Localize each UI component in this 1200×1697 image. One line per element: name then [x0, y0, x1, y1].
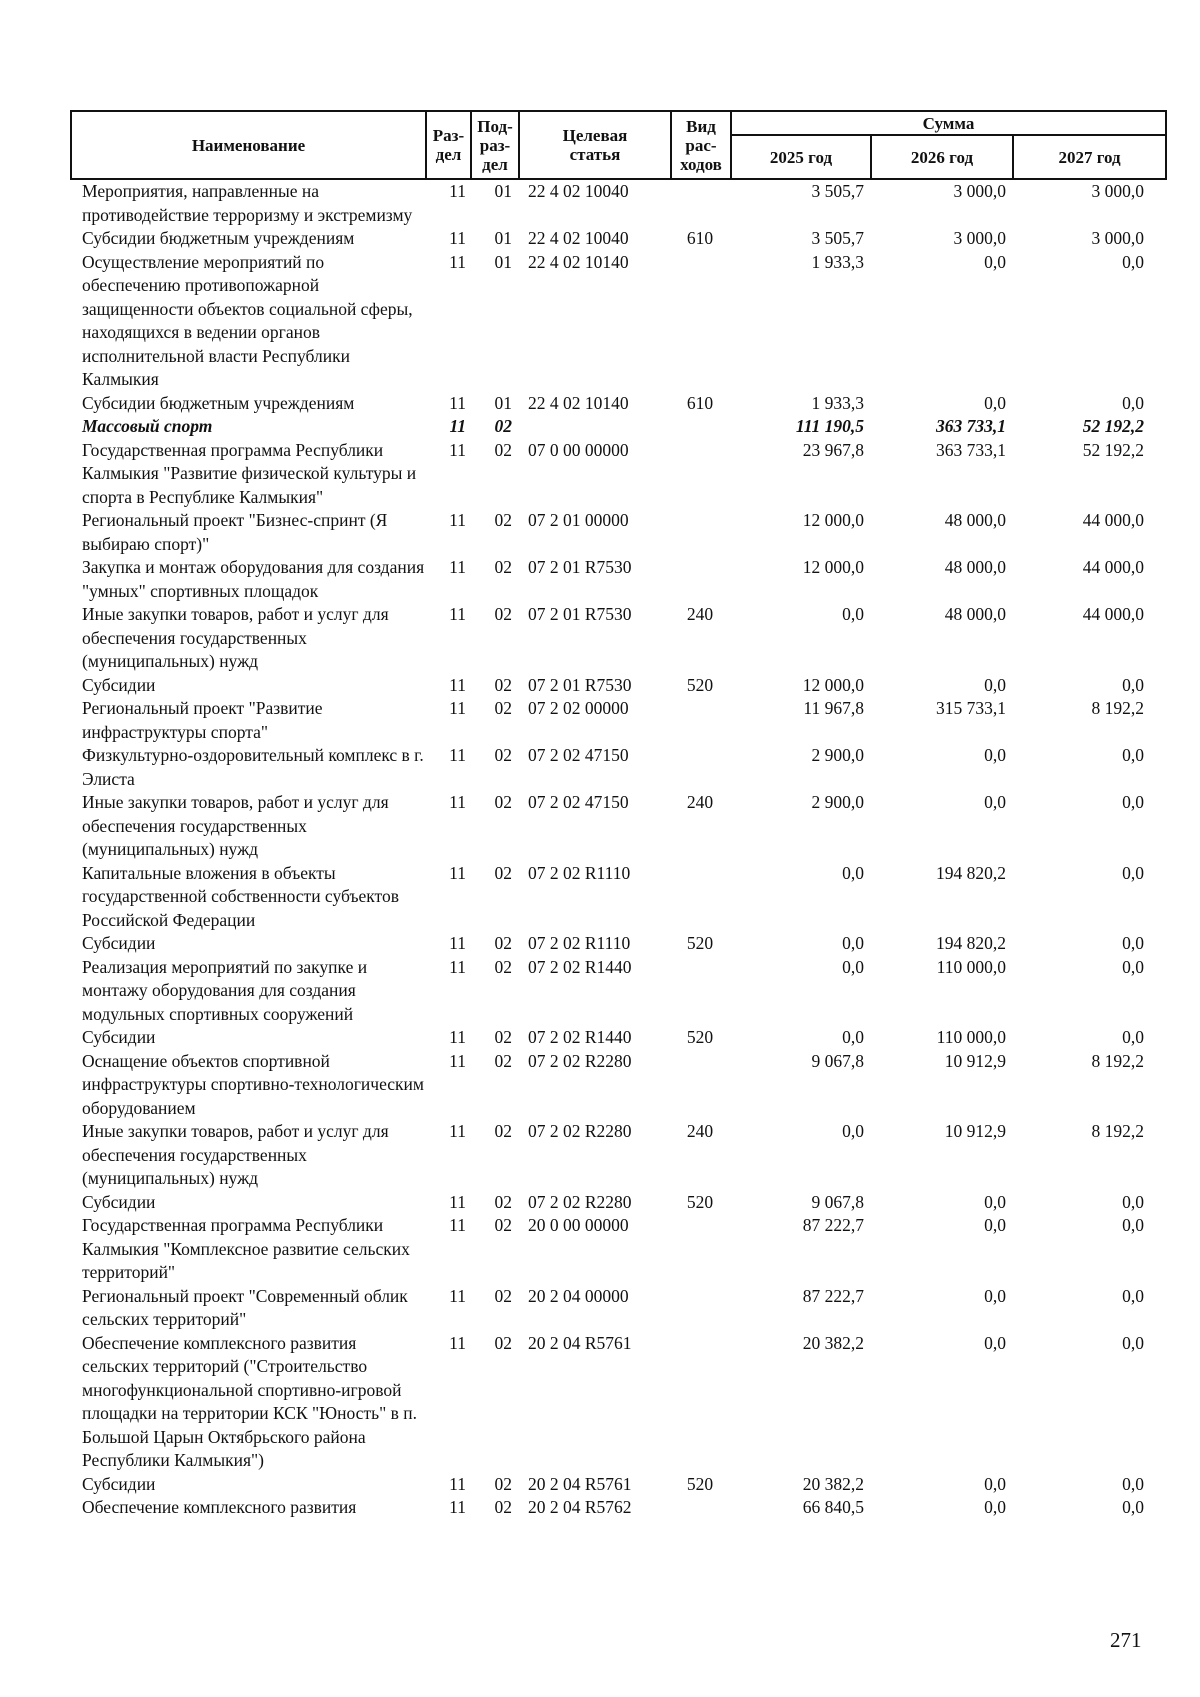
row-razdel: 11: [449, 1497, 466, 1517]
row-podrazdel: 02: [494, 510, 512, 530]
row-sum-2025: 0,0: [842, 604, 864, 624]
row-sum-2026: 0,0: [984, 1215, 1006, 1235]
row-vid: [670, 509, 730, 556]
row-sum-2027: 3 000,0: [1091, 228, 1144, 248]
row-razdel: 11: [449, 674, 466, 695]
row-sum-2025: 0,0: [842, 1027, 864, 1047]
row-sum-2027: 8 192,2: [1091, 1121, 1144, 1141]
row-podrazdel: 02: [494, 1215, 512, 1235]
row-name: Субсидии: [82, 674, 156, 695]
row-sum-2025: 9 067,8: [811, 1050, 864, 1071]
row-razdel: 11: [449, 698, 466, 718]
row-sum-2026: 363 733,1: [936, 439, 1006, 460]
row-sum-2026: 363 733,1: [936, 416, 1006, 436]
row-podrazdel: 02: [494, 1473, 512, 1494]
row-sum-2025: 3 505,7: [811, 181, 864, 201]
row-podrazdel: 01: [494, 181, 512, 201]
row-sum-2025: 87 222,7: [802, 1285, 864, 1306]
row-sum-2025: 0,0: [842, 862, 864, 883]
row-podrazdel: 02: [494, 933, 512, 953]
row-name: Капитальные вложения в объекты государственной собственности субъектов Российской Федерации: [82, 862, 399, 930]
row-vid: [670, 956, 730, 1027]
row-name: Осуществление мероприятий по обеспечению противопожарной защищенности объектов социальной сферы, находящихся в ведении органов исполнительной власти Республики Калмыкия: [82, 251, 413, 389]
row-sum-2027: 0,0: [1122, 251, 1144, 272]
row-name: Государственная программа Республики Калмыкия "Развитие физической культуры и спорта в Республике Калмыкия": [82, 439, 417, 507]
row-vid: [670, 556, 730, 603]
header-name: Наименование: [71, 111, 426, 179]
row-vid: [670, 697, 730, 744]
row-vid: [670, 862, 730, 933]
row-vid: 610: [686, 228, 714, 248]
row-sum-2026: 0,0: [984, 251, 1006, 272]
header-summa: Сумма: [731, 111, 1166, 135]
row-name: Иные закупки товаров, работ и услуг для обеспечения государственных (муниципальных) нужд: [82, 792, 389, 859]
row-vid: 520: [686, 674, 714, 695]
row-sum-2025: 20 382,2: [802, 1473, 864, 1494]
row-celevaya: 07 2 01 R7530: [528, 604, 632, 624]
row-razdel: 11: [449, 862, 466, 883]
row-sum-2026: 194 820,2: [936, 862, 1006, 883]
table-row: [70, 439, 1165, 510]
row-name: Обеспечение комплексного развития: [82, 1497, 357, 1517]
row-sum-2026: 3 000,0: [953, 228, 1006, 248]
row-name: Субсидии бюджетным учреждениям: [82, 392, 355, 413]
table-row: [70, 744, 1165, 791]
row-celevaya: 07 2 02 R1110: [528, 862, 631, 883]
table-row: [70, 392, 1165, 416]
row-razdel: 11: [449, 1121, 466, 1141]
row-razdel: 11: [449, 181, 466, 201]
row-vid: 610: [686, 392, 714, 413]
header-2025: 2025 год: [731, 135, 871, 179]
row-podrazdel: 02: [494, 1121, 512, 1141]
row-celevaya: 07 2 02 R1440: [528, 956, 632, 977]
row-razdel: 11: [449, 416, 466, 436]
row-sum-2025: 87 222,7: [802, 1215, 864, 1235]
row-sum-2027: 0,0: [1122, 1285, 1144, 1306]
row-sum-2025: 0,0: [842, 933, 864, 953]
row-razdel: 11: [449, 251, 466, 272]
row-vid: [670, 439, 730, 510]
row-celevaya: 22 4 02 10140: [528, 392, 629, 413]
row-razdel: 11: [449, 228, 466, 248]
row-name: Обеспечение комплексного развития сельских территорий ("Строительство многофункциональной спортивно-игровой площадки на территории КСК "Юность" в п. Большой Царын Октябрьского района Республики Калмыкия"): [82, 1332, 417, 1470]
row-name: Мероприятия, направленные на противодействие терроризму и экстремизму: [82, 181, 413, 225]
table-row: [70, 1496, 1165, 1520]
row-sum-2025: 66 840,5: [802, 1497, 864, 1517]
row-podrazdel: 02: [494, 604, 512, 624]
row-sum-2027: 0,0: [1122, 1027, 1144, 1047]
row-sum-2027: 0,0: [1122, 1497, 1144, 1517]
row-podrazdel: 02: [494, 674, 512, 695]
table-row: [70, 1191, 1165, 1215]
row-razdel: 11: [449, 933, 466, 953]
row-celevaya: 07 2 02 R1110: [528, 933, 631, 953]
row-name: Оснащение объектов спортивной инфраструктуры спортивно-технологическим оборудованием: [82, 1050, 424, 1118]
header-razdel: Раз- дел: [426, 111, 471, 179]
row-sum-2027: 0,0: [1122, 933, 1144, 953]
table-row: [70, 862, 1165, 933]
row-vid: [670, 251, 730, 392]
row-razdel: 11: [449, 1191, 466, 1212]
row-sum-2026: 0,0: [984, 745, 1006, 765]
row-name: Субсидии: [82, 1191, 156, 1212]
table-row: [70, 956, 1165, 1027]
row-razdel: 11: [449, 1332, 466, 1353]
header-vid: Вид рас- ходов: [671, 111, 731, 179]
row-sum-2025: 2 900,0: [811, 745, 864, 765]
row-celevaya: 07 0 00 00000: [528, 439, 629, 460]
row-sum-2026: 3 000,0: [953, 181, 1006, 201]
table-row: [70, 251, 1165, 392]
row-razdel: 11: [449, 745, 466, 765]
row-celevaya: 07 2 02 00000: [528, 698, 629, 718]
row-vid: [670, 180, 730, 227]
row-sum-2025: 12 000,0: [802, 674, 864, 695]
row-sum-2027: 0,0: [1122, 956, 1144, 977]
row-sum-2026: 0,0: [984, 674, 1006, 695]
row-celevaya: 07 2 02 R2280: [528, 1191, 632, 1212]
row-podrazdel: 02: [494, 416, 512, 436]
row-celevaya: [518, 415, 670, 439]
table-row: [70, 1120, 1165, 1191]
row-sum-2027: 44 000,0: [1082, 510, 1144, 530]
row-sum-2025: 2 900,0: [811, 792, 864, 812]
row-sum-2025: 1 933,3: [811, 392, 864, 413]
row-vid: [670, 1214, 730, 1285]
table-row: [70, 180, 1165, 227]
row-razdel: 11: [449, 557, 466, 577]
row-vid: [670, 744, 730, 791]
row-celevaya: 20 2 04 R5762: [528, 1497, 632, 1517]
row-sum-2027: 44 000,0: [1082, 604, 1144, 624]
row-name: Государственная программа Республики Калмыкия "Комплексное развитие сельских территорий": [82, 1215, 410, 1282]
row-podrazdel: 01: [494, 228, 512, 248]
row-name: Субсидии: [82, 933, 156, 953]
row-sum-2025: 23 967,8: [802, 439, 864, 460]
row-vid: [670, 1285, 730, 1332]
row-razdel: 11: [449, 392, 466, 413]
row-name: Региональный проект "Бизнес-спринт (Я выбираю спорт)": [82, 510, 388, 554]
row-podrazdel: 02: [494, 557, 512, 577]
row-podrazdel: 02: [494, 792, 512, 812]
row-name: Массовый спорт: [82, 416, 213, 436]
header-2027: 2027 год: [1013, 135, 1166, 179]
row-sum-2027: 8 192,2: [1091, 1050, 1144, 1071]
table-row: [70, 791, 1165, 862]
row-sum-2027: 0,0: [1122, 792, 1144, 812]
row-vid: [670, 1496, 730, 1520]
row-sum-2026: 110 000,0: [936, 1027, 1006, 1047]
table-row: [70, 1473, 1165, 1497]
row-celevaya: 20 2 04 00000: [528, 1285, 629, 1306]
row-celevaya: 07 2 02 R2280: [528, 1121, 632, 1141]
row-sum-2025: 9 067,8: [811, 1191, 864, 1212]
row-sum-2027: 0,0: [1122, 1473, 1144, 1494]
row-razdel: 11: [449, 604, 466, 624]
row-name: Закупка и монтаж оборудования для создания "умных" спортивных площадок: [82, 557, 425, 601]
row-celevaya: 20 2 04 R5761: [528, 1473, 632, 1494]
row-name: Субсидии: [82, 1473, 156, 1494]
row-sum-2026: 0,0: [984, 792, 1006, 812]
row-razdel: 11: [449, 1050, 466, 1071]
row-podrazdel: 01: [494, 251, 512, 272]
row-sum-2025: 12 000,0: [802, 510, 864, 530]
row-sum-2025: 11 967,8: [803, 698, 864, 718]
row-razdel: 11: [449, 510, 466, 530]
row-celevaya: 22 4 02 10040: [528, 181, 629, 201]
table-row: [70, 674, 1165, 698]
row-vid: 520: [686, 1473, 714, 1494]
row-sum-2027: 0,0: [1122, 1332, 1144, 1353]
row-celevaya: 07 2 02 47150: [528, 792, 629, 812]
table-row: [70, 227, 1165, 251]
table-row: [70, 1214, 1165, 1285]
budget-table: [70, 110, 1165, 1520]
row-sum-2026: 48 000,0: [944, 604, 1006, 624]
row-sum-2026: 0,0: [984, 1191, 1006, 1212]
table-row: [70, 556, 1165, 603]
row-vid: 520: [686, 1027, 714, 1047]
table-row: [70, 603, 1165, 674]
row-vid: [670, 1332, 730, 1473]
row-sum-2027: 0,0: [1122, 674, 1144, 695]
row-sum-2026: 0,0: [984, 1473, 1006, 1494]
row-podrazdel: 02: [494, 1191, 512, 1212]
row-name: Реализация мероприятий по закупке и монтажу оборудования для создания модульных спортивных сооружений: [82, 956, 368, 1024]
row-vid: 240: [686, 1121, 714, 1141]
row-name: Региональный проект "Современный облик сельских территорий": [82, 1285, 408, 1329]
row-name: Субсидии: [82, 1027, 156, 1047]
row-sum-2027: 0,0: [1122, 862, 1144, 883]
page-number: 271: [1110, 1628, 1142, 1652]
row-celevaya: 07 2 02 47150: [528, 745, 629, 765]
row-podrazdel: 02: [494, 1285, 512, 1306]
row-podrazdel: 02: [494, 745, 512, 765]
row-name: Субсидии бюджетным учреждениям: [82, 228, 355, 248]
header-celevaya: Целевая статья: [519, 111, 671, 179]
row-vid: 240: [686, 792, 714, 812]
row-sum-2027: 0,0: [1122, 745, 1144, 765]
row-razdel: 11: [449, 792, 466, 812]
row-sum-2027: 0,0: [1122, 1215, 1144, 1235]
row-name: Иные закупки товаров, работ и услуг для обеспечения государственных (муниципальных) нужд: [82, 604, 389, 671]
row-name: Региональный проект "Развитие инфраструктуры спорта": [82, 698, 323, 742]
row-sum-2025: 3 505,7: [811, 228, 864, 248]
row-name: Физкультурно-оздоровительный комплекс в г. Элиста: [82, 745, 424, 789]
row-sum-2026: 0,0: [984, 1332, 1006, 1353]
row-podrazdel: 02: [494, 1332, 512, 1353]
row-celevaya: 20 2 04 R5761: [528, 1332, 632, 1353]
table-row: [70, 415, 1165, 439]
row-razdel: 11: [449, 956, 466, 977]
header-2026: 2026 год: [871, 135, 1013, 179]
row-name: Иные закупки товаров, работ и услуг для обеспечения государственных (муниципальных) нужд: [82, 1121, 389, 1188]
row-celevaya: 07 2 01 R7530: [528, 557, 632, 577]
row-sum-2026: 0,0: [984, 1285, 1006, 1306]
table-row: [70, 509, 1165, 556]
table-row: [70, 1285, 1165, 1332]
row-celevaya: 07 2 01 R7530: [528, 674, 632, 695]
row-podrazdel: 02: [494, 862, 512, 883]
row-sum-2027: 52 192,2: [1082, 416, 1144, 436]
row-sum-2027: 44 000,0: [1082, 557, 1144, 577]
table-row: [70, 932, 1165, 956]
row-sum-2027: 0,0: [1122, 1191, 1144, 1212]
row-vid: 240: [686, 604, 714, 624]
row-podrazdel: 02: [494, 1027, 512, 1047]
row-vid: 520: [686, 933, 714, 953]
table-body: [70, 180, 1165, 1520]
row-razdel: 11: [449, 1473, 466, 1494]
table-row: [70, 1026, 1165, 1050]
row-celevaya: 20 0 00 00000: [528, 1215, 629, 1235]
row-razdel: 11: [449, 1215, 466, 1235]
row-podrazdel: 01: [494, 392, 512, 413]
row-sum-2026: 0,0: [984, 392, 1006, 413]
row-sum-2025: 0,0: [842, 956, 864, 977]
row-podrazdel: 02: [494, 1050, 512, 1071]
row-razdel: 11: [449, 1027, 466, 1047]
row-celevaya: 07 2 02 R2280: [528, 1050, 632, 1071]
row-sum-2027: 52 192,2: [1082, 439, 1144, 460]
row-sum-2026: 110 000,0: [936, 956, 1006, 977]
row-sum-2025: 0,0: [842, 1121, 864, 1141]
row-vid: [670, 415, 730, 439]
row-sum-2026: 315 733,1: [936, 698, 1006, 718]
row-sum-2027: 0,0: [1122, 392, 1144, 413]
row-sum-2026: 0,0: [984, 1497, 1006, 1517]
table-row: [70, 1050, 1165, 1121]
row-celevaya: 22 4 02 10040: [528, 228, 629, 248]
row-sum-2026: 48 000,0: [944, 557, 1006, 577]
row-razdel: 11: [449, 439, 466, 460]
row-vid: [670, 1050, 730, 1121]
row-razdel: 11: [449, 1285, 466, 1306]
row-sum-2026: 10 912,9: [944, 1050, 1006, 1071]
row-podrazdel: 02: [494, 698, 512, 718]
row-sum-2026: 48 000,0: [944, 510, 1006, 530]
row-podrazdel: 02: [494, 439, 512, 460]
row-celevaya: 22 4 02 10140: [528, 251, 629, 272]
table-row: [70, 697, 1165, 744]
row-sum-2027: 3 000,0: [1091, 181, 1144, 201]
row-sum-2027: 8 192,2: [1091, 698, 1144, 718]
row-celevaya: 07 2 01 00000: [528, 510, 629, 530]
row-sum-2025: 20 382,2: [802, 1332, 864, 1353]
row-celevaya: 07 2 02 R1440: [528, 1027, 632, 1047]
row-sum-2025: 12 000,0: [802, 557, 864, 577]
row-sum-2025: 111 190,5: [795, 416, 864, 436]
row-vid: 520: [686, 1191, 714, 1212]
row-podrazdel: 02: [494, 1497, 512, 1517]
table-row: [70, 1332, 1165, 1473]
header-podrazdel: Под- раз- дел: [471, 111, 519, 179]
row-sum-2026: 194 820,2: [936, 933, 1006, 953]
row-sum-2026: 10 912,9: [944, 1121, 1006, 1141]
table-header: [70, 110, 1167, 180]
row-podrazdel: 02: [494, 956, 512, 977]
row-sum-2025: 1 933,3: [811, 251, 864, 272]
